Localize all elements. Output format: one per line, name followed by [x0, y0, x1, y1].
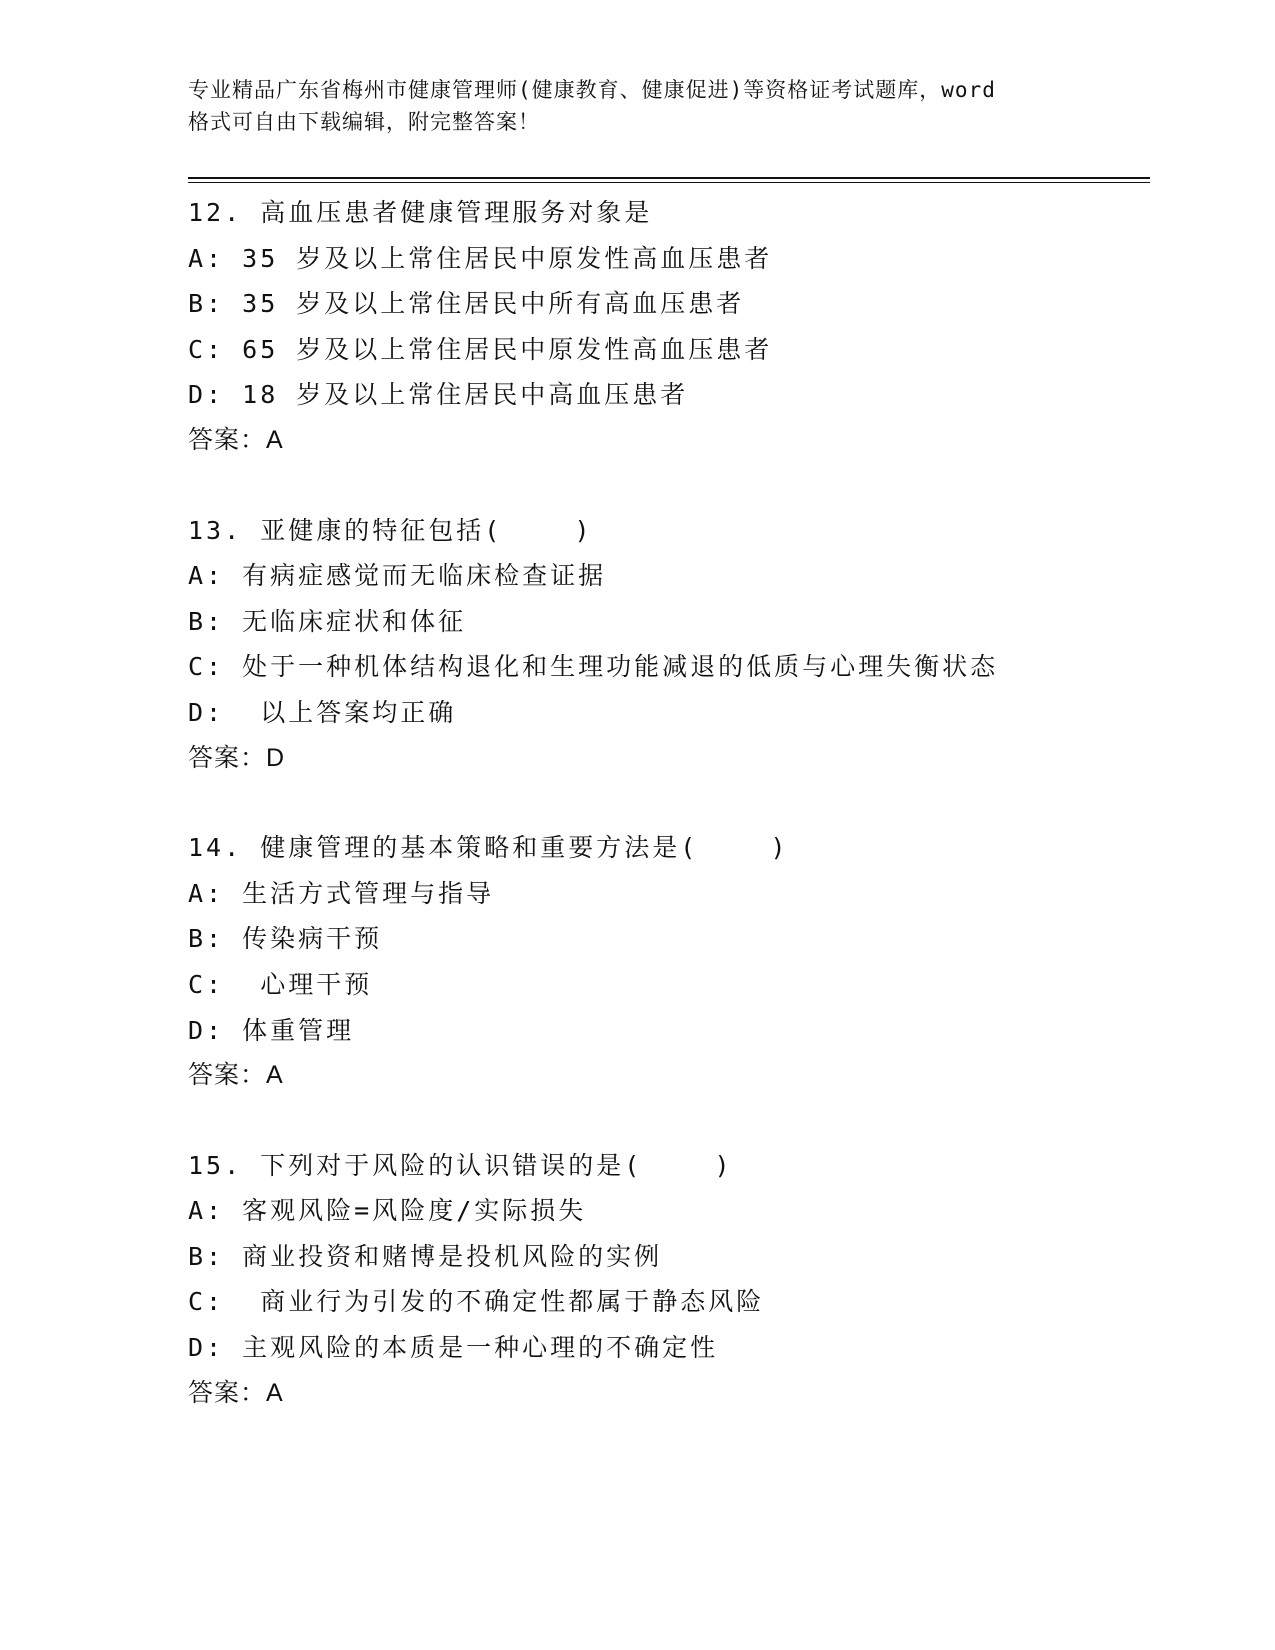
option-d: D: 体重管理 [188, 1015, 355, 1045]
option-d: D: 以上答案均正确 [188, 697, 457, 727]
question-15 [188, 1143, 1148, 1417]
question-stem: 13. 亚健康的特征包括( ) [188, 515, 593, 545]
answer-line: 答案：D [188, 743, 286, 772]
option-c: C: 心理干预 [188, 969, 373, 999]
question-stem: 14. 健康管理的基本策略和重要方法是( ) [188, 833, 789, 863]
answer-line: 答案：A [188, 1378, 284, 1407]
option-b: B: 商业投资和赌博是投机风险的实例 [188, 1241, 663, 1271]
header-line-2: 格式可自由下载编辑，附完整答案！ [188, 110, 540, 134]
option-b: B: 无临床症状和体征 [188, 606, 467, 636]
option-a: A: 生活方式管理与指导 [188, 878, 495, 908]
option-a: A: 客观风险=风险度/实际损失 [188, 1196, 587, 1226]
question-14 [188, 825, 1148, 1099]
question-stem: 15. 下列对于风险的认识错误的是( ) [188, 1150, 733, 1180]
question-stem: 12. 高血压患者健康管理服务对象是 [188, 198, 653, 227]
answer-line: 答案：A [188, 425, 284, 454]
option-d: D: 18 岁及以上常住居民中高血压患者 [188, 380, 689, 410]
question-list [188, 190, 1148, 1460]
option-c: C: 处于一种机体结构退化和生理功能减退的低质与心理失衡状态 [188, 652, 999, 682]
answer-line: 答案：A [188, 1061, 284, 1090]
header-divider-thin [188, 182, 1150, 183]
option-b: B: 传染病干预 [188, 924, 383, 954]
option-c: C: 65 岁及以上常住居民中原发性高血压患者 [188, 334, 773, 364]
option-d: D: 主观风险的本质是一种心理的不确定性 [188, 1333, 719, 1363]
question-13 [188, 508, 1148, 782]
option-b: B: 35 岁及以上常住居民中所有高血压患者 [188, 289, 745, 319]
document-header [188, 74, 1088, 138]
header-line-1: 专业精品广东省梅州市健康管理师(健康教育、健康促进)等资格证考试题库，word [188, 78, 996, 102]
option-a: A: 有病症感觉而无临床检查证据 [188, 561, 607, 591]
header-divider-thick [188, 177, 1150, 179]
question-12 [188, 190, 1148, 464]
option-c: C: 商业行为引发的不确定性都属于静态风险 [188, 1287, 765, 1317]
option-a: A: 35 岁及以上常住居民中原发性高血压患者 [188, 243, 773, 273]
